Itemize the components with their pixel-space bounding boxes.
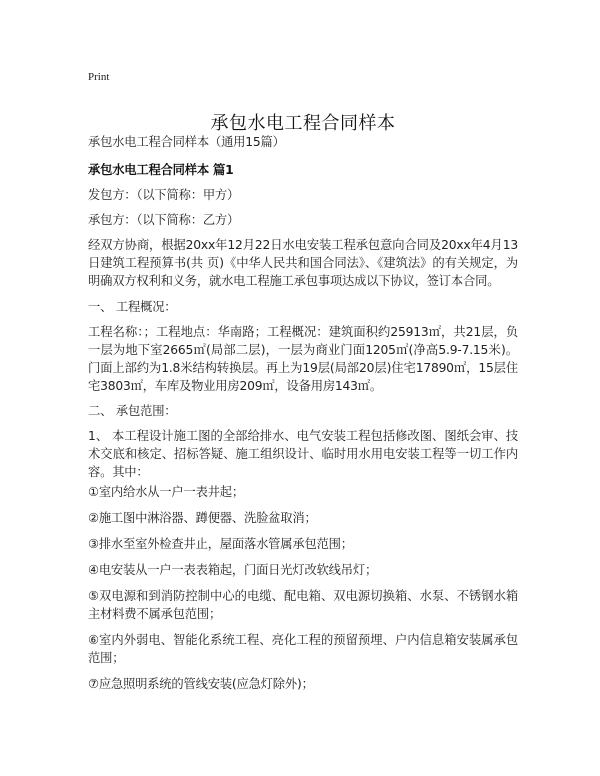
section2-heading: 二、 承包范围： (88, 404, 177, 418)
sub-item-3: ③排水至室外检查井止，屋面落水管属承包范围； (88, 537, 353, 551)
sub-item-6: ⑥室内外弱电、智能化系统工程、亮化工程的预留预埋、户内信息箱安装属承包范围； (88, 633, 518, 665)
party-b-line: 承包方：（以下简称：乙方） (88, 213, 240, 227)
sub-item-2: ②施工图中淋浴器、蹲便器、洗脸盆取消； (88, 511, 317, 525)
sub-item-7: ⑦应急照明系统的管线安装(应急灯除外)； (88, 677, 314, 691)
section-heading: 承包水电工程合同样本 篇1 (88, 163, 234, 177)
sub-item-5: ⑤双电源和到消防控制中心的电缆、配电箱、双电源切换箱、水泵、不锈钢水箱主材料费不属承包范围； (88, 589, 518, 621)
sub-item-4: ④电安装从一户一表表箱起，门面日光灯改软线吊灯； (88, 563, 378, 577)
party-a-line: 发包方：（以下简称：甲方） (88, 188, 240, 202)
document-subtitle: 承包水电工程合同样本（通用15篇） (88, 135, 285, 149)
document-title: 承包水电工程合同样本 (210, 113, 396, 135)
section1-body: 工程名称：；工程地点：华南路；工程概况：建筑面积约25913㎡，共21层，负一层为地下室2665㎡(局部二层)，一层为商业门面1205㎡(净高5.9-7.15米)。门面上部约为1.8米结构转换层。再上为19层(局部20层)住宅17890㎡，15层住宅3803㎡，车库及物业用房209㎡，设备用房143㎡。 (88, 325, 518, 393)
sub-item-1: ①室内给水从一户一表井起； (88, 485, 244, 499)
section2-item1: 1、 本工程设计施工图的全部给排水、电气安装工程包括修改图、图纸会审、技术交底和核定、招标答疑、施工组织设计、临时用水用电安装工程等一切工作内容。其中： (88, 429, 518, 479)
preamble-paragraph: 经双方协商，根据20xx年12月22日水电安装工程承包意向合同及20xx年4月13日建筑工程预算书(共 页)《中华人民共和国合同法》、《建筑法》的有关规定，为明确双方权利和义务，就水电工程施工承包事项达成以下协议，签订本合同。 (88, 238, 518, 288)
section1-heading: 一、 工程概况： (88, 300, 177, 314)
print-link[interactable]: Print (88, 71, 110, 83)
